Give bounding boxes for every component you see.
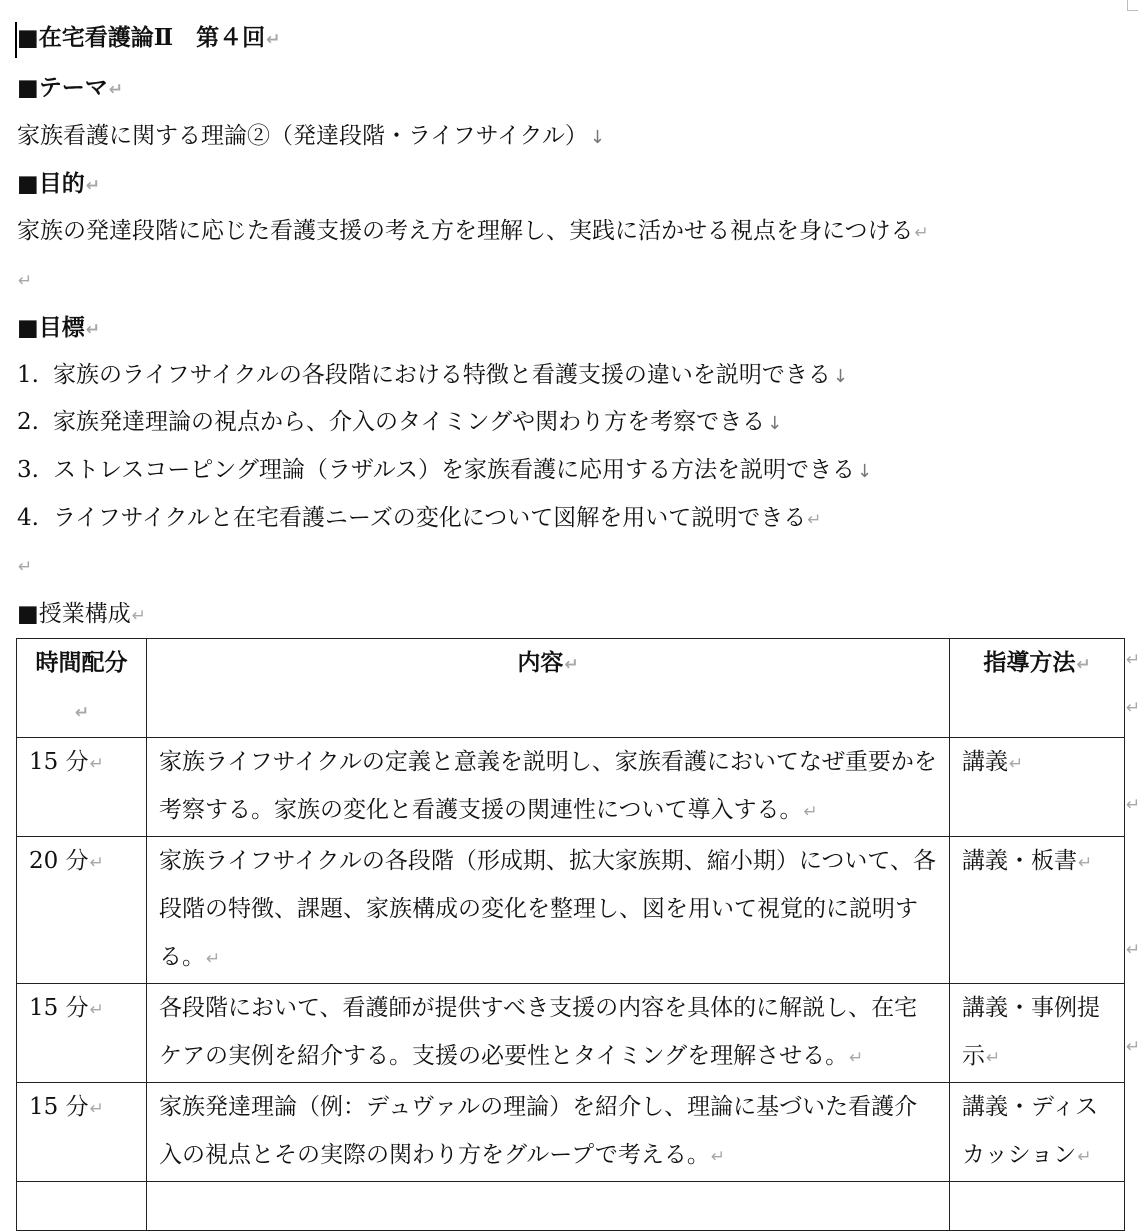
row-end-mark: ↵	[1126, 795, 1140, 815]
cell-content[interactable]: 家族ライフサイクルの定義と意義を説明し、家族看護においてなぜ重要かを考察する。家族の変化と看護支援の関連性について導入する。↵	[147, 738, 950, 837]
theme-text[interactable]	[17, 121, 605, 153]
cell-time[interactable]: 20 分↵	[17, 837, 147, 984]
paragraph-mark: ↵	[131, 606, 146, 626]
cell-time[interactable]: 15 分↵	[17, 984, 147, 1083]
cell-content[interactable]: 家族ライフサイクルの各段階（形成期、拡大家族期、縮小期）について、各段階の特徴、課題、家族構成の変化を整理し、図を用いて視覚的に説明する。↵	[147, 837, 950, 984]
row-end-mark: ↵	[1126, 650, 1140, 670]
row-end-mark: ↵	[1126, 940, 1140, 960]
document-title[interactable]	[17, 23, 280, 55]
document-title-text: ■在宅看護論Ⅱ 第４回	[17, 24, 266, 51]
paragraph-mark: ↵	[807, 510, 822, 530]
paragraph-mark: ↵	[18, 271, 33, 291]
cell-method[interactable]: 講義・板書↵	[950, 837, 1125, 984]
structure-heading[interactable]	[17, 599, 146, 631]
table-row	[17, 1083, 1125, 1182]
goals-heading-text: ■目標	[17, 314, 85, 341]
cell-method[interactable]: 講義↵	[950, 738, 1125, 837]
table-header-row	[17, 639, 1125, 738]
goal-text: ライフサイクルと在宅看護ニーズの変化について図解を用いて説明できる	[53, 505, 807, 531]
goal-number: 4.	[17, 505, 39, 531]
purpose-text[interactable]	[17, 216, 929, 248]
cell-method[interactable]: 講義・事例提示↵	[950, 984, 1125, 1083]
lesson-structure-table	[16, 638, 1125, 1231]
header-time[interactable]: 時間配分↵	[17, 639, 147, 738]
line-break-mark: ↓	[589, 127, 605, 148]
purpose-heading-text: ■目的	[17, 170, 85, 197]
line-break-mark: ↓	[857, 461, 873, 482]
goal-item[interactable]	[17, 360, 848, 392]
cell-method[interactable]: 講義・ディスカッション↵	[950, 1083, 1125, 1182]
paragraph-mark: ↵	[266, 30, 281, 50]
theme-heading[interactable]	[17, 73, 123, 105]
goal-number: 2.	[17, 409, 39, 435]
header-content[interactable]: 内容↵	[147, 639, 950, 738]
goal-item[interactable]	[17, 407, 782, 439]
empty-paragraph[interactable]	[17, 264, 32, 296]
paragraph-mark: ↵	[18, 557, 33, 577]
goal-text: 家族のライフサイクルの各段階における特徴と看護支援の違いを説明できる	[53, 362, 831, 388]
table-row	[17, 1182, 1125, 1231]
cell-content[interactable]	[147, 1182, 950, 1231]
purpose-heading[interactable]	[17, 169, 100, 201]
table-row	[17, 837, 1125, 984]
table-row	[17, 984, 1125, 1083]
goal-item[interactable]	[17, 455, 872, 487]
structure-heading-text: ■授業構成	[17, 601, 131, 627]
table-row	[17, 738, 1125, 837]
cell-method[interactable]	[950, 1182, 1125, 1231]
goal-number: 3.	[17, 457, 39, 483]
page-corner-mark	[1127, 0, 1138, 11]
empty-paragraph[interactable]	[17, 550, 32, 582]
goal-text: 家族発達理論の視点から、介入のタイミングや関わり方を考察できる	[53, 409, 766, 435]
cell-content[interactable]: 家族発達理論（例：デュヴァルの理論）を紹介し、理論に基づいた看護介入の視点とその実際の関わり方をグループで考える。↵	[147, 1083, 950, 1182]
line-break-mark: ↓	[832, 366, 848, 387]
paragraph-mark: ↵	[108, 80, 123, 100]
paragraph-mark: ↵	[914, 223, 929, 243]
cell-time[interactable]	[17, 1182, 147, 1231]
line-break-mark: ↓	[767, 413, 783, 434]
row-end-mark: ↵	[1126, 1037, 1140, 1057]
goal-number: 1.	[17, 362, 39, 388]
paragraph-mark: ↵	[85, 320, 100, 340]
header-method[interactable]: 指導方法↵	[950, 639, 1125, 738]
row-end-mark: ↵	[1126, 698, 1140, 718]
goals-heading[interactable]	[17, 313, 100, 345]
purpose-text-content: 家族の発達段階に応じた看護支援の考え方を理解し、実践に活かせる視点を身につける	[17, 218, 914, 244]
cell-content[interactable]: 各段階において、看護師が提供すべき支援の内容を具体的に解説し、在宅ケアの実例を紹介する。支援の必要性とタイミングを理解させる。↵	[147, 984, 950, 1083]
cell-time[interactable]: 15 分↵	[17, 1083, 147, 1182]
goal-item[interactable]	[17, 503, 822, 535]
theme-heading-text: ■テーマ	[17, 74, 108, 101]
cell-time[interactable]: 15 分↵	[17, 738, 147, 837]
paragraph-mark: ↵	[85, 176, 100, 196]
theme-text-content: 家族看護に関する理論②（発達段階・ライフサイクル）	[17, 123, 588, 149]
goal-text: ストレスコーピング理論（ラザルス）を家族看護に応用する方法を説明できる	[53, 457, 856, 483]
